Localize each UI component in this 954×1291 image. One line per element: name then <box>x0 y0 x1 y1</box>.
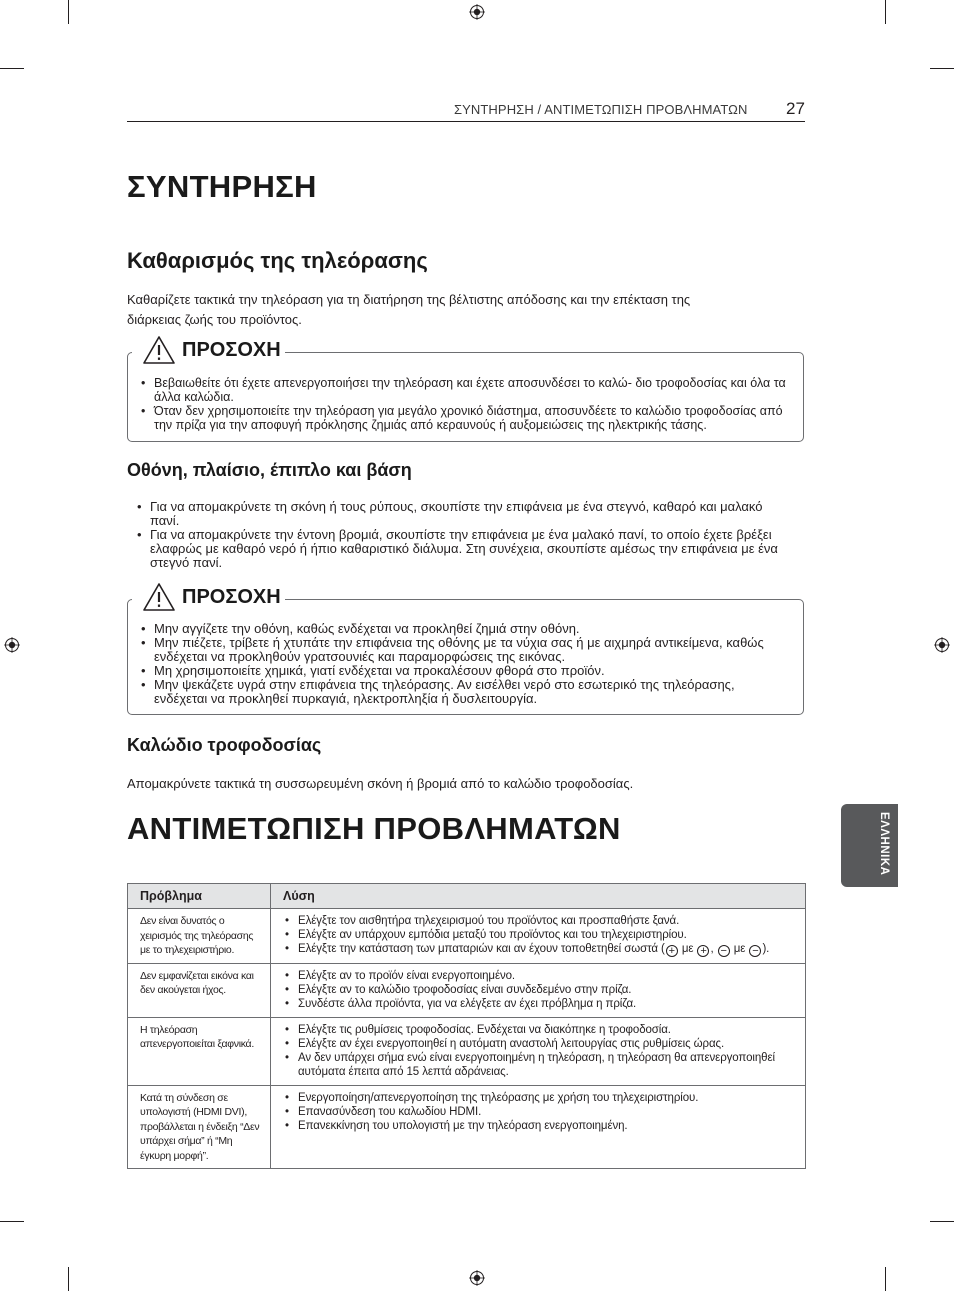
caution-title: ΠΡΟΣΟΧΗ <box>182 338 281 361</box>
crop-mark <box>68 1267 69 1291</box>
solution-item: • Ελέγξτε αν το προϊόν είναι ενεργοποιημένο. <box>283 969 797 983</box>
caution-heading <box>132 335 285 365</box>
minus-terminal-icon: − <box>718 945 730 957</box>
caution-item: • Μην πιέζετε, τρίβετε ή χτυπάτε την επιφάνεια της οθόνης με τα νύχια σας ή με αιχμηρά αντικείμενα, καθώς ενδέχεται να προκληθούν γρατσουνιές και παραμορφώσεις της εικόνας. <box>141 636 791 664</box>
troubleshooting-table <box>127 883 806 1169</box>
maintenance-title: ΣΥΝΤΗΡΗΣΗ <box>127 169 317 204</box>
solution-item: • Ελέγξτε αν το καλώδιο τροφοδοσίας είναι συνδεδεμένο στην πρίζα. <box>283 983 797 997</box>
screen-care-title: Οθόνη, πλαίσιο, έπιπλο και βάση <box>127 460 412 480</box>
problem-cell: Η τηλεόραση απενεργοποιείται ξαφνικά. <box>128 1017 271 1085</box>
language-tab-label: ΕΛΛΗΝΙΚΑ <box>878 812 890 876</box>
solution-item: • Επανασύνδεση του καλωδίου HDMI. <box>283 1105 797 1119</box>
solution-text: με <box>678 943 697 955</box>
caution-box <box>127 585 804 715</box>
caution-item: • Βεβαιωθείτε ότι έχετε απενεργοποιήσει την τηλεόραση και έχετε αποσυνδέσει το καλώ- διο τροφοδοσίας και όλα τα άλλα καλώδια. <box>141 376 791 404</box>
problem-cell: Δεν εμφανίζεται εικόνα και δεν ακούγεται ήχος. <box>128 963 271 1017</box>
language-tab <box>841 804 898 887</box>
troubleshooting-title: ΑΝΤΙΜΕΤΩΠΙΣΗ ΠΡΟΒΛΗΜΑΤΩΝ <box>127 811 621 846</box>
solution-cell <box>271 909 806 964</box>
solution-text: με <box>730 943 749 955</box>
crop-mark <box>0 1221 24 1222</box>
table-header-row <box>128 884 806 909</box>
plus-terminal-icon: + <box>666 945 678 957</box>
problem-cell: Κατά τη σύνδεση σε υπολογιστή (HDMI DVI), προβάλλεται η ένδειξη “Δεν υπάρχει σήμα” ή “Μη έγκυρη μορφή”. <box>128 1085 271 1169</box>
power-cord-text: Απομακρύνετε τακτικά τη συσσωρευμένη σκόνη ή βρομιά από το καλώδιο τροφοδοσίας. <box>127 776 634 791</box>
solution-text: Ελέγξτε την κατάσταση των μπαταριών και αν έχουν τοποθετηθεί σωστά ( <box>298 943 665 955</box>
crop-mark <box>68 0 69 24</box>
table-row <box>128 1085 806 1169</box>
cleaning-intro-line: Καθαρίζετε τακτικά την τηλεόραση για τη διατήρηση της βέλτιστης απόδοσης και την επέκταση της <box>127 292 691 307</box>
caution-list <box>141 376 791 432</box>
caution-item: • Όταν δεν χρησιμοποιείτε την τηλεόραση για μεγάλο χρονικό διάστημα, αποσυνδέετε το καλώδιο τροφοδοσίας από την πρίζα για την αποφυγή πρόκλησης ζημιάς από κεραυνούς ή αυξομειώσεις της ηλεκτρικής τάσης. <box>141 404 791 432</box>
cleaning-title: Καθαρισμός της τηλεόρασης <box>127 248 428 273</box>
crop-mark <box>885 1267 886 1291</box>
registration-mark-icon <box>4 637 20 653</box>
warning-triangle-icon <box>142 335 176 365</box>
solution-cell <box>271 1017 806 1085</box>
solution-item <box>283 942 797 957</box>
screen-care-item: • Για να απομακρύνετε την έντονη βρομιά, σκουπίστε την επιφάνεια με ένα μαλακό πανί, το οποίο έχετε βρέξει ελαφρώς με καθαρό νερό ή ήπιο καθαριστικό διάλυμα. Στη συνέχεια, σκουπίστε αμέσως την επιφάνεια με ένα στεγνό πανί. <box>137 528 795 570</box>
caution-item: • Μην αγγίζετε την οθόνη, καθώς ενδέχεται να προκληθεί ζημιά στην οθόνη. <box>141 622 791 636</box>
screen-care-item: • Για να απομακρύνετε τη σκόνη ή τους ρύπους, σκουπίστε την επιφάνεια με ένα στεγνό, καθαρό και μαλακό πανί. <box>137 500 795 528</box>
registration-mark-icon <box>934 637 950 653</box>
solution-item: • Ελέγξτε αν υπάρχουν εμπόδια μεταξύ του προϊόντος και του τηλεχειριστηρίου. <box>283 928 797 942</box>
solution-item: • Συνδέστε άλλα προϊόντα, για να ελέγξετε αν έχει πρόβλημα η πρίζα. <box>283 997 797 1011</box>
solution-item: • Αν δεν υπάρχει σήμα ενώ είναι ενεργοποιημένη η τηλεόραση, η τηλεόραση θα απενεργοποιηθεί αυτόματα έπειτα από 15 λεπτά αδράνειας. <box>283 1051 797 1079</box>
cleaning-intro <box>127 290 767 330</box>
warning-triangle-icon <box>142 582 176 612</box>
crop-mark <box>930 1221 954 1222</box>
solution-text: , <box>710 943 717 955</box>
screen-care-list <box>137 500 795 570</box>
crop-mark <box>885 0 886 24</box>
registration-mark-icon <box>469 4 485 20</box>
column-header-problem: Πρόβλημα <box>128 884 271 909</box>
power-cord-title: Καλώδιο τροφοδοσίας <box>127 735 322 755</box>
caution-heading <box>132 582 285 612</box>
table-row <box>128 909 806 964</box>
registration-mark-icon <box>469 1270 485 1286</box>
solution-cell <box>271 1085 806 1169</box>
solution-item: • Ελέγξτε αν έχει ενεργοποιηθεί η αυτόματη αναστολή λειτουργίας στις ρυθμίσεις ώρας. <box>283 1037 797 1051</box>
table-row <box>128 1017 806 1085</box>
crop-mark <box>0 68 24 69</box>
solution-item: • Ελέγξτε τον αισθητήρα τηλεχειρισμού του προϊόντος και προσπαθήστε ξανά. <box>283 914 797 928</box>
caution-title: ΠΡΟΣΟΧΗ <box>182 585 281 608</box>
solution-item: • Επανεκκίνηση του υπολογιστή με την τηλεόραση ενεργοποιημένη. <box>283 1119 797 1133</box>
solution-item: • Ελέγξτε τις ρυθμίσεις τροφοδοσίας. Ενδέχεται να διακόπηκε η τροφοδοσία. <box>283 1023 797 1037</box>
cleaning-intro-line: διάρκειας ζωής του προϊόντος. <box>127 312 302 327</box>
caution-item: • Μην ψεκάζετε υγρά στην επιφάνεια της τηλεόρασης. Αν εισέλθει νερό στο εσωτερικό της τηλεόρασης, ενδέχεται να προκληθεί πυρκαγιά, ηλεκτροπληξία ή δυσλειτουργία. <box>141 678 791 706</box>
solution-text: ). <box>762 943 770 955</box>
plus-terminal-icon: + <box>697 945 709 957</box>
caution-list <box>141 622 791 706</box>
problem-cell: Δεν είναι δυνατός ο χειρισμός της τηλεόρασης με το τηλεχειριστήριο. <box>128 909 271 964</box>
header-divider <box>127 121 805 122</box>
crop-mark <box>930 68 954 69</box>
page-number: 27 <box>786 99 805 118</box>
running-header: ΣΥΝΤΗΡΗΣΗ / ΑΝΤΙΜΕΤΩΠΙΣΗ ΠΡΟΒΛΗΜΑΤΩΝ <box>454 102 748 117</box>
caution-item: • Μη χρησιμοποιείτε χημικά, γιατί ενδέχεται να προκαλέσουν φθορά στο προϊόν. <box>141 664 791 678</box>
minus-terminal-icon: − <box>749 945 761 957</box>
caution-box <box>127 338 804 442</box>
column-header-solution: Λύση <box>271 884 806 909</box>
solution-item: • Ενεργοποίηση/απενεργοποίηση της τηλεόρασης με χρήση του τηλεχειριστηρίου. <box>283 1091 797 1105</box>
solution-cell <box>271 963 806 1017</box>
table-row <box>128 963 806 1017</box>
